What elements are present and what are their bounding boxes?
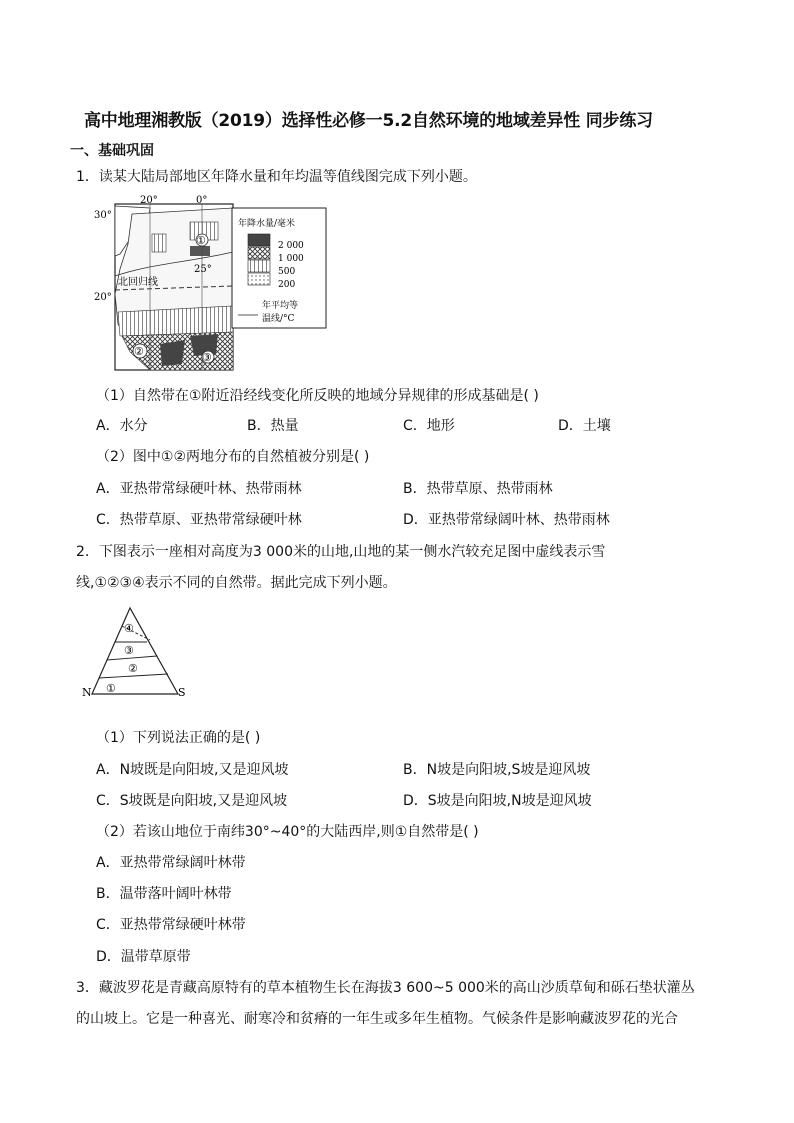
map-marker-1: ① (196, 234, 206, 247)
q2-sub1-option-a[interactable]: A．N坡既是向阳坡,又是迎风坡 (96, 762, 289, 778)
q1-sub2-option-a[interactable]: A．亚热带常绿硬叶林、热带雨林 (96, 481, 302, 497)
q1-sub2-option-c[interactable]: C．热带草原、亚热带常绿硬叶林 (96, 512, 302, 528)
q1-stem: 1．读某大陆局部地区年降水量和年均温等值线图完成下列小题。 (76, 169, 477, 185)
legend-value: 1 000 (278, 254, 304, 264)
q2-stem-line2: 线,①②③④表示不同的自然带。据此完成下列小题。 (76, 575, 397, 591)
q2-sub2-option-b[interactable]: B．温带落叶阔叶林带 (96, 886, 232, 902)
tropic-label: 北回归线 (118, 277, 158, 288)
section-heading: 一、基础巩固 (70, 143, 154, 159)
legend-iso-label: 温线/°C (262, 314, 295, 324)
map-lon-label: 20° (140, 195, 158, 206)
legend-value: 500 (278, 267, 296, 277)
q1-sub1-option-d[interactable]: D．土壤 (558, 418, 611, 434)
q3-line2: 的山坡上。它是一种喜光、耐寒冷和贫瘠的一年生或多年生植物。气候条件是影响藏波罗花的光合 (76, 1011, 678, 1027)
q2-sub1-option-d[interactable]: D．S坡是向阳坡,N坡是迎风坡 (403, 793, 592, 809)
slope-label-s: S (178, 686, 186, 699)
q1-sub2-stem: （2）图中①②两地分布的自然植被分别是( ) (96, 449, 370, 465)
isotherm-label: 25° (194, 264, 212, 275)
q1-sub1-option-c[interactable]: C．地形 (403, 418, 455, 434)
map-lon-label: 0° (196, 195, 208, 206)
q1-sub2-option-d[interactable]: D．亚热带常绿阔叶林、热带雨林 (403, 512, 610, 528)
q1-sub2-option-b[interactable]: B．热带草原、热带雨林 (403, 481, 553, 497)
q3-line1: 3．藏波罗花是青藏高原特有的草本植物生长在海拔3 600~5 000米的高山沙质草甸和砾石垫状灌丛 (76, 980, 695, 996)
map-marker-3: ③ (202, 351, 212, 364)
zone-marker-1: ① (106, 682, 116, 695)
q2-sub2-option-a[interactable]: A．亚热带常绿阔叶林带 (96, 855, 246, 871)
q2-sub1-option-b[interactable]: B．N坡是向阳坡,S坡是迎风坡 (403, 762, 591, 778)
map-lat-label: 20° (94, 292, 112, 303)
q2-sub2-stem: （2）若该山地位于南纬30°~40°的大陆西岸,则①自然带是( ) (96, 824, 479, 840)
q1-sub1-stem: （1）自然带在①附近沿经线变化所反映的地域分异规律的形成基础是( ) (96, 388, 539, 404)
q2-mountain-diagram (80, 604, 190, 704)
q1-sub1-option-a[interactable]: A．水分 (96, 418, 148, 434)
zone-marker-4: ④ (124, 622, 134, 635)
q2-stem-line1: 2．下图表示一座相对高度为3 000米的山地,山地的某一侧水汽较充足图中虚线表示雪 (76, 544, 606, 560)
q2-sub2-option-d[interactable]: D．温带草原带 (96, 949, 191, 965)
slope-label-n: N (82, 686, 92, 699)
q1-sub1-option-b[interactable]: B．热量 (247, 418, 299, 434)
legend-title: 年降水量/毫米 (238, 219, 296, 229)
map-lat-label: 30° (94, 210, 112, 221)
q2-sub2-option-c[interactable]: C．亚热带常绿硬叶林带 (96, 917, 246, 933)
page-title: 高中地理湘教版（2019）选择性必修一5.2自然环境的地域差异性 同步练习 (84, 111, 653, 131)
legend-iso-label: 年平均等 (262, 301, 299, 311)
q2-sub1-option-c[interactable]: C．S坡既是向阳坡,又是迎风坡 (96, 793, 288, 809)
zone-marker-3: ③ (124, 644, 134, 657)
map-marker-2: ② (134, 345, 144, 358)
zone-marker-2: ② (128, 662, 138, 675)
q2-sub1-stem: （1）下列说法正确的是( ) (96, 730, 261, 746)
legend-value: 200 (278, 280, 296, 290)
q1-map-figure (90, 194, 330, 374)
legend-value: 2 000 (278, 241, 304, 251)
